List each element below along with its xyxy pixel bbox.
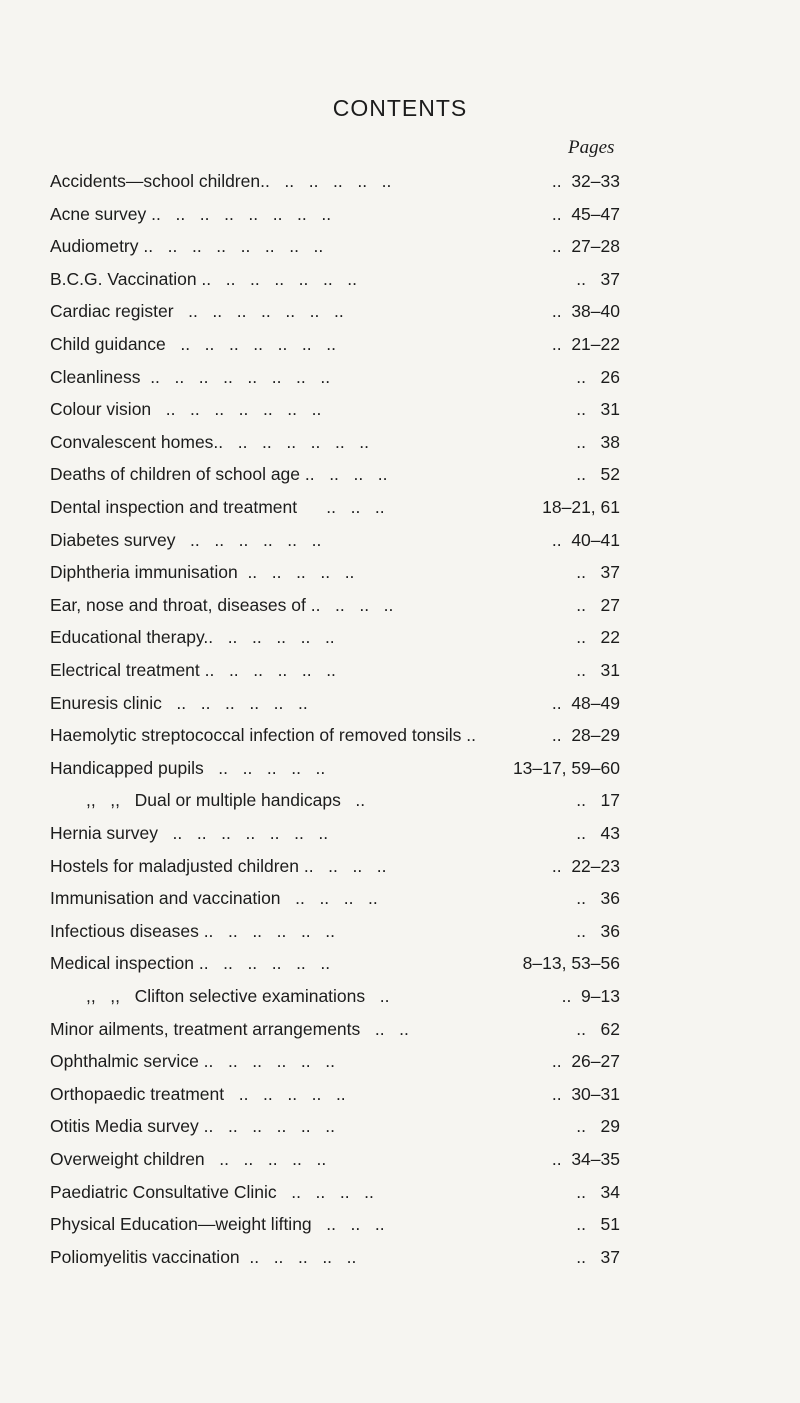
contents-entry	[50, 689, 620, 717]
entry-label: Paediatric Consultative Clinic .. .. .. ..	[50, 1181, 374, 1202]
entry-label: ,, ,, Clifton selective examinations ..	[86, 986, 390, 1006]
entry-pages: .. 31	[576, 660, 620, 680]
entry-pages: .. 27	[576, 594, 620, 615]
entry-label: Ophthalmic service .. .. .. .. .. ..	[50, 1051, 335, 1072]
entry-pages: .. 62	[576, 1018, 620, 1039]
contents-entry	[50, 917, 620, 945]
entry-label: Cardiac register .. .. .. .. .. .. ..	[50, 301, 344, 322]
entry-label: Diphtheria immunisation .. .. .. .. ..	[50, 562, 355, 583]
entry-label: Minor ailments, treatment arrangements .. ..	[50, 1018, 409, 1039]
entry-pages: .. 30–31	[551, 1083, 620, 1104]
entry-pages: .. 38–40	[551, 301, 620, 322]
entry-pages: 18–21, 61	[542, 497, 620, 517]
entry-label: ,, ,, Dual or multiple handicaps ..	[86, 790, 366, 811]
entry-pages: 13–17, 59–60	[512, 757, 620, 778]
contents-entry	[50, 852, 620, 880]
entry-label: Medical inspection .. .. .. .. .. ..	[50, 953, 331, 974]
entry-label: Otitis Media survey .. .. .. .. .. ..	[50, 1116, 335, 1137]
contents-entry	[50, 297, 620, 325]
entry-pages: .. 26–27	[551, 1051, 620, 1072]
contents-entry	[50, 363, 620, 391]
contents-entry	[50, 1178, 620, 1206]
entry-label: Physical Education—weight lifting .. .. ..	[50, 1214, 385, 1235]
entry-label: Colour vision .. .. .. .. .. .. ..	[50, 399, 322, 420]
entry-label: Deaths of children of school age .. .. .. ..	[50, 464, 388, 485]
entry-pages: .. 9–13	[561, 986, 620, 1006]
entry-pages: .. 34–35	[551, 1149, 620, 1169]
contents-entry	[50, 623, 620, 651]
contents-entry	[50, 1210, 620, 1238]
contents-entry	[50, 460, 620, 488]
entry-pages: .. 38	[576, 431, 620, 452]
entry-label: Audiometry .. .. .. .. .. .. .. ..	[50, 236, 324, 257]
entry-pages: .. 29	[576, 1116, 620, 1137]
entry-pages: .. 36	[576, 888, 620, 909]
contents-entry	[50, 1015, 620, 1043]
entry-label: Hostels for maladjusted children .. .. .. ..	[50, 855, 387, 876]
entry-pages: .. 17	[576, 790, 620, 811]
contents-entry	[50, 167, 620, 195]
entry-label: Haemolytic streptococcal infection of removed tonsils ..	[50, 725, 477, 746]
entry-pages: .. 52	[576, 464, 620, 485]
entry-label: Handicapped pupils .. .. .. .. ..	[50, 757, 326, 778]
contents-entry	[50, 558, 620, 586]
entry-label: Cleanliness .. .. .. .. .. .. .. ..	[50, 366, 331, 387]
entry-label: Orthopaedic treatment .. .. .. .. ..	[50, 1083, 346, 1104]
entry-pages: .. 48–49	[551, 692, 620, 713]
entry-pages: .. 22–23	[551, 855, 620, 876]
entry-pages: .. 45–47	[551, 203, 620, 224]
entry-label: Child guidance .. .. .. .. .. .. ..	[50, 334, 336, 354]
entry-pages: .. 26	[576, 366, 620, 387]
entry-pages: .. 51	[576, 1214, 620, 1235]
entry-label: Convalescent homes.. .. .. .. .. .. ..	[50, 431, 370, 452]
entry-label: Immunisation and vaccination .. .. .. ..	[50, 888, 378, 909]
contents-entry	[50, 395, 620, 423]
contents-entry	[50, 884, 620, 912]
entry-label: Diabetes survey .. .. .. .. .. ..	[50, 529, 322, 550]
entry-label: Overweight children .. .. .. .. ..	[50, 1149, 327, 1169]
entry-label: Ear, nose and throat, diseases of .. .. .. ..	[50, 594, 394, 615]
entry-label: Dental inspection and treatment .. .. ..	[50, 497, 385, 517]
contents-entry	[50, 982, 620, 1010]
contents-entry	[50, 265, 620, 293]
entry-label: Enuresis clinic .. .. .. .. .. ..	[50, 692, 308, 713]
contents-entry	[50, 493, 620, 521]
contents-entry	[50, 1112, 620, 1140]
entry-pages: 8–13, 53–56	[522, 953, 620, 974]
page-title: CONTENTS	[332, 95, 468, 121]
entry-label: Electrical treatment .. .. .. .. .. ..	[50, 660, 336, 680]
entry-pages: .. 37	[576, 562, 620, 583]
contents-entry	[50, 1243, 620, 1271]
entry-label: Infectious diseases .. .. .. .. .. ..	[50, 920, 335, 941]
entry-pages: .. 36	[576, 920, 620, 941]
contents-entry	[50, 330, 620, 358]
contents-entry	[50, 591, 620, 619]
contents-entry	[50, 819, 620, 847]
contents-entry	[50, 754, 620, 782]
contents-entry	[50, 1080, 620, 1108]
entry-label: Acne survey .. .. .. .. .. .. .. ..	[50, 203, 332, 224]
contents-entry	[50, 1145, 620, 1173]
entry-pages: .. 40–41	[551, 529, 620, 550]
entry-pages: .. 22	[576, 627, 620, 648]
pages-column-header: Pages	[568, 137, 615, 158]
entry-label: Poliomyelitis vaccination .. .. .. .. ..	[50, 1246, 357, 1267]
contents-entry	[50, 786, 620, 814]
entry-pages: .. 37	[576, 268, 620, 289]
entry-label: B.C.G. Vaccination .. .. .. .. .. .. ..	[50, 268, 357, 289]
contents-entry	[50, 428, 620, 456]
entry-pages: .. 32–33	[551, 171, 620, 191]
contents-entry	[50, 656, 620, 684]
contents-entry	[50, 949, 620, 977]
contents-entry	[50, 721, 620, 749]
entry-pages: .. 43	[576, 823, 620, 843]
contents-entry	[50, 526, 620, 554]
entry-label: Accidents—school children.. .. .. .. .. ..	[50, 171, 392, 191]
contents-entry	[50, 232, 620, 260]
entry-label: Educational therapy.. .. .. .. .. ..	[50, 627, 335, 648]
entry-pages: .. 31	[576, 399, 620, 420]
entry-pages: .. 37	[576, 1246, 620, 1267]
entry-label: Hernia survey .. .. .. .. .. .. ..	[50, 823, 329, 843]
entry-pages: .. 27–28	[551, 236, 620, 257]
entry-pages: .. 34	[576, 1181, 620, 1202]
contents-entry	[50, 200, 620, 228]
entry-pages: .. 21–22	[551, 334, 620, 354]
contents-entry	[50, 1047, 620, 1075]
entry-pages: .. 28–29	[551, 725, 620, 746]
